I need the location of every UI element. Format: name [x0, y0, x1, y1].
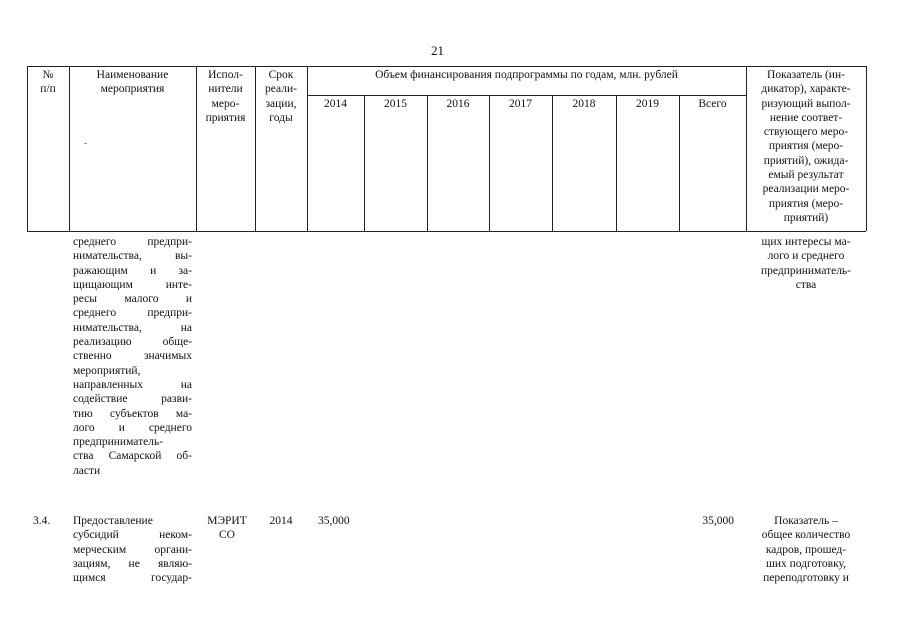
row-3-4-total: 35,000 [702, 515, 734, 527]
header-text: мероприятия [100, 83, 165, 96]
text-line: ражающим и за- [73, 264, 192, 277]
header-text: ствующего меро- [763, 126, 849, 139]
col-border [866, 66, 867, 231]
text-line: содействие разви- [73, 393, 192, 406]
row-3-4-value-2014: 35,000 [318, 515, 350, 527]
year-label: 2016 [446, 98, 470, 110]
text-line: нимательства, вы- [73, 250, 192, 263]
header-text: Наименование [96, 69, 169, 81]
header-text: нители [208, 83, 243, 96]
header-text: годы [269, 111, 293, 124]
text-line: лого и среднего [767, 250, 845, 263]
text-line: щищающим инте- [73, 278, 192, 291]
header-text: п/п [40, 83, 56, 96]
header-executors [196, 68, 255, 125]
table-top-border [27, 66, 866, 67]
text-line: ственно значимых [73, 350, 192, 363]
text-line: ших подготовку, [765, 557, 847, 570]
header-total [679, 97, 746, 111]
header-text: приятия [205, 111, 246, 124]
header-year-2016 [427, 97, 489, 111]
text-line: ласти [73, 464, 101, 477]
text-line: щимся государ- [73, 572, 192, 585]
text-line: СО [219, 529, 235, 542]
year-label: 2015 [384, 98, 407, 110]
header-year-2015 [364, 97, 427, 111]
row-3-4-term: 2014 [269, 515, 293, 527]
text-line: лого и среднего [73, 421, 192, 434]
text-line: предприниматель- [760, 264, 852, 277]
year-label: 2014 [324, 98, 347, 110]
header-term [255, 68, 307, 125]
col-border [427, 95, 428, 231]
header-text: реализации меро- [762, 183, 850, 196]
header-text: реали- [265, 83, 297, 96]
text-line: зациям, не являю- [73, 557, 192, 570]
header-year-2018 [552, 97, 616, 111]
text-line: переподготовку и [763, 572, 849, 585]
header-year-2019 [616, 97, 679, 111]
year-label: 2017 [509, 98, 532, 110]
funding-subheader-line [307, 95, 746, 96]
header-text: Срок [268, 69, 294, 81]
header-text: ризующий выпол- [761, 97, 851, 110]
text-line: ресы малого и [73, 293, 192, 306]
text-line: общее количество [761, 529, 851, 542]
text-line: Показатель – [774, 515, 838, 527]
text-line: среднего предпри- [73, 307, 192, 320]
col-border [307, 66, 308, 231]
col-border [746, 66, 747, 231]
header-text: Показатель (ин- [767, 69, 845, 81]
text-line: субсидий неком- [73, 529, 192, 542]
text-line: реализацию обще- [73, 336, 192, 349]
header-text: зации, [265, 97, 297, 110]
row-3-4-executor [196, 514, 258, 543]
header-text: приятий) [783, 211, 829, 224]
row-3-4-event-name [73, 514, 192, 585]
header-text: Испол- [208, 69, 243, 81]
header-bottom-border [27, 231, 866, 232]
text-line: тию субъектов ма- [73, 407, 192, 420]
page-number: 21 [431, 43, 444, 58]
text-line: ства [795, 278, 817, 291]
total-label: Всего [698, 98, 727, 110]
header-year-2014 [307, 97, 364, 111]
header-indicator [748, 68, 864, 225]
text-line: МЭРИТ [207, 515, 247, 527]
header-text: № [42, 69, 54, 81]
header-text: приятия (меро- [768, 140, 844, 153]
header-year-2017 [489, 97, 552, 111]
col-border [489, 95, 490, 231]
text-line: кадров, прошед- [765, 543, 847, 556]
text-line: среднего предпри- [73, 236, 192, 248]
speck-mark [84, 143, 87, 144]
continued-event-name [73, 235, 192, 478]
header-text: приятий), ожида- [763, 154, 849, 167]
col-border [679, 95, 680, 231]
text-line: предприниматель- [73, 436, 164, 449]
year-label: 2019 [636, 98, 659, 110]
row-3-4-indicator [748, 514, 864, 585]
text-line: щих интересы ма- [761, 236, 851, 248]
header-event-name [69, 68, 196, 97]
continued-indicator [748, 235, 864, 292]
col-border [616, 95, 617, 231]
header-text: приятия (меро- [768, 197, 844, 210]
header-funding-title [307, 68, 746, 82]
header-text: дикатор), характе- [761, 83, 851, 96]
year-label: 2018 [572, 98, 596, 110]
text-line: мероприятий, [73, 364, 141, 377]
col-border [364, 95, 365, 231]
header-text: емый результат [768, 169, 844, 182]
text-line: ства Самарской об- [73, 450, 192, 463]
header-text: Объем финансирования подпрограммы по годам, млн. рублей [375, 69, 678, 81]
header-text: нение соответ- [769, 111, 843, 124]
text-line: Предоставление [73, 515, 153, 527]
header-number [27, 68, 69, 97]
text-line: нимательства, на [73, 321, 192, 334]
col-border [552, 95, 553, 231]
text-line: мерческим органи- [73, 543, 192, 556]
text-line: направленных на [73, 378, 192, 391]
header-text: меро- [211, 97, 240, 110]
row-3-4-number: 3.4. [33, 515, 51, 527]
